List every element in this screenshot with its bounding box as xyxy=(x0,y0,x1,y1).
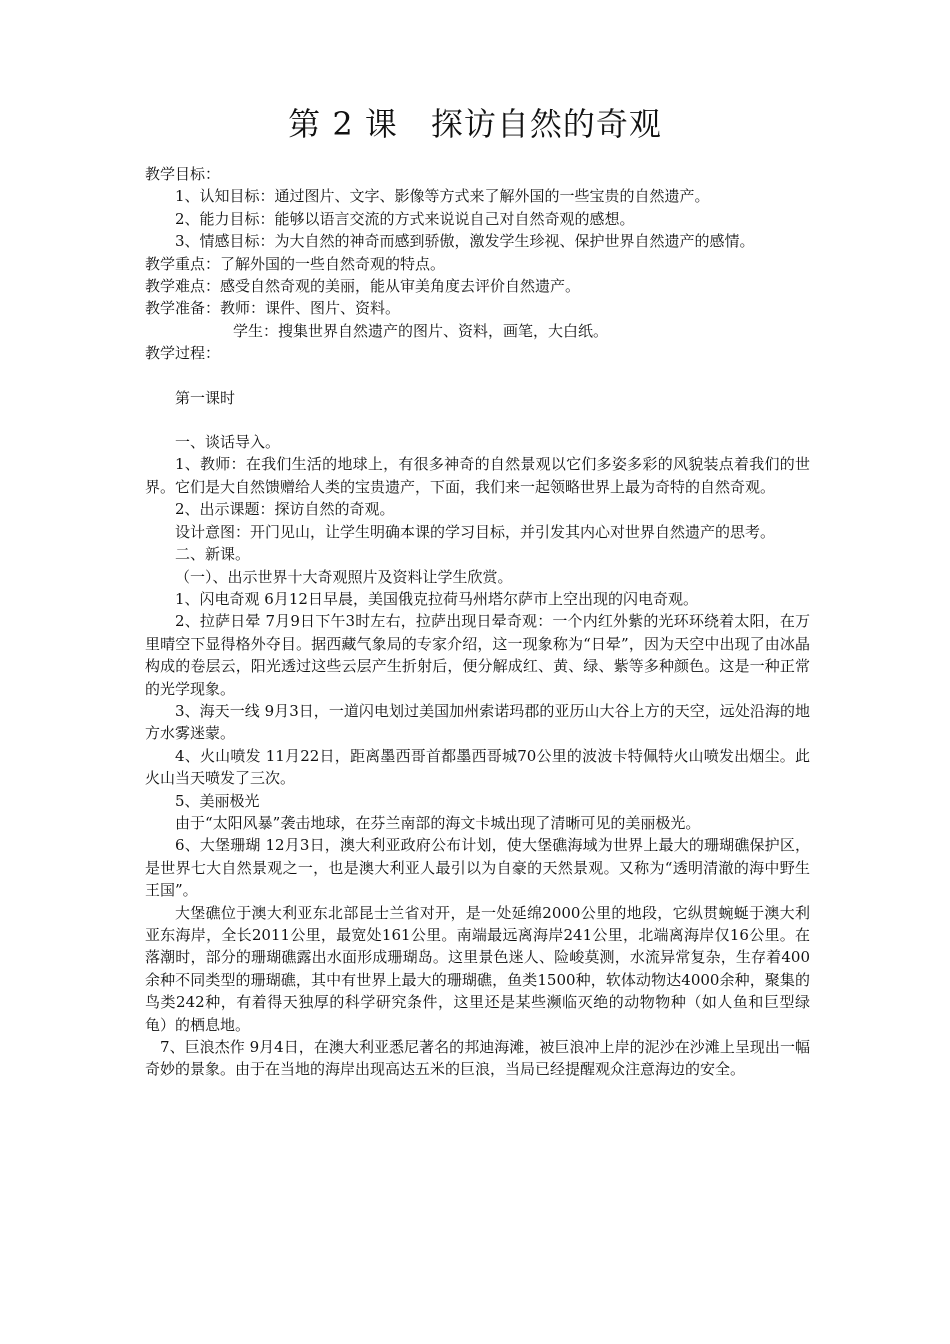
design-intent: 设计意图：开门见山，让学生明确本课的学习目标，并引发其内心对世界自然遗产的思考。 xyxy=(175,522,776,541)
wonder-lightning: 1、闪电奇观 6月12日早晨，美国俄克拉荷马州塔尔萨市上空出现的闪电奇观。 xyxy=(175,589,698,608)
wonder-lhasa-halo: 2、拉萨日晕 7月9日下午3时左右，拉萨出现日晕奇观：一个内红外紫的光环环绕着太阳，在万里晴空下显得格外夺目。据西藏气象局的专家介绍，这一现象称为“日晕”，因为天空中出现了由冰晶构成的卷层云，阳光透过这些云层产生折射后，便分解成红、黄、绿、紫等多种颜色。这是一种正常的光学现象。 xyxy=(145,612,810,698)
teaching-difficulty: 教学难点：感受自然奇观的美丽，能从审美角度去评价自然遗产。 xyxy=(145,277,581,296)
document-title: 第 2 课 探访自然的奇观 xyxy=(288,105,662,143)
lesson-period-heading: 第一课时 xyxy=(175,388,236,407)
document-body xyxy=(145,163,810,1081)
wonder-sea-sky-line: 3、海天一线 9月3日，一道闪电划过美国加州索诺玛郡的亚历山大谷上方的天空，远处沿海的地方水雾迷蒙。 xyxy=(145,701,810,743)
teaching-prep-student: 学生：搜集世界自然遗产的图片、资料，画笔，大白纸。 xyxy=(233,321,609,340)
wonder-aurora-heading: 5、美丽极光 xyxy=(175,791,260,810)
subsection-heading: （一）、出示世界十大奇观照片及资料让学生欣赏。 xyxy=(175,567,513,586)
great-barrier-reef-details: 大堡礁位于澳大利亚东北部昆士兰省对开，是一处延绵2000公里的地段，它纵贯蜿蜒于澳大利亚东海岸，全长2011公里，最宽处161公里。南端最远离海岸241公里，北端离海岸仅16公里。在落潮时，部分的珊瑚礁露出水面形成珊瑚岛。这里景色迷人、险峻莫测，水流异常复杂，生存着400余种不同类型的珊瑚礁，其中有世界上最大的珊瑚礁，鱼类1500种，软体动物达4000余种，聚集的鸟类242种，有着得天独厚的科学研究条件，这里还是某些濒临灭绝的动物物种（如人鱼和巨型绿龟）的栖息地。 xyxy=(145,903,810,1034)
wonder-giant-waves: 7、巨浪杰作 9月4日，在澳大利亚悉尼著名的邦迪海滩，被巨浪冲上岸的泥沙在沙滩上呈现出一幅奇妙的景象。由于在当地的海岸出现高达五米的巨浪，当局已经提醒观众注意海边的安全。 xyxy=(145,1038,810,1079)
objective-ability: 2、能力目标：能够以语言交流的方式来说说自己对自然奇观的感想。 xyxy=(175,209,635,228)
part-two-heading: 二、新课。 xyxy=(175,545,251,564)
teaching-focus: 教学重点：了解外国的一些自然奇观的特点。 xyxy=(145,254,446,273)
objective-cognitive: 1、认知目标：通过图片、文字、影像等方式来了解外国的一些宝贵的自然遗产。 xyxy=(175,187,710,206)
section-heading-objectives: 教学目标： xyxy=(145,165,221,183)
part-one-heading: 一、谈话导入。 xyxy=(175,433,281,452)
section-heading-process: 教学过程： xyxy=(145,344,221,363)
wonder-aurora-text: 由于“太阳风暴”袭击地球，在芬兰南部的海文卡城出现了清晰可见的美丽极光。 xyxy=(175,813,701,832)
objective-emotion: 3、情感目标：为大自然的神奇而感到骄傲，激发学生珍视、保护世界自然遗产的感情。 xyxy=(175,232,755,251)
teaching-prep-teacher: 教学准备：教师：课件、图片、资料。 xyxy=(145,299,401,318)
intro-topic: 2、出示课题：探访自然的奇观。 xyxy=(175,500,395,519)
intro-teacher-paragraph: 1、教师：在我们生活的地球上，有很多神奇的自然景观以它们多姿多彩的风貌装点着我们的世界。它们是大自然馈赠给人类的宝贵遗产，下面，我们来一起领略世界上最为奇特的自然奇观。 xyxy=(145,455,810,496)
wonder-volcano: 4、火山喷发 11月22日，距离墨西哥首都墨西哥城70公里的波波卡特佩特火山喷发出烟尘。此火山当天喷发了三次。 xyxy=(145,746,810,788)
wonder-great-barrier-reef: 6、大堡珊瑚 12月3日，澳大利亚政府公布计划，使大堡礁海域为世界上最大的珊瑚礁保护区，是世界七大自然景观之一，也是澳大利亚人最引以为自豪的天然景观。又称为“透明清澈的海中野生王国”。 xyxy=(145,836,810,900)
